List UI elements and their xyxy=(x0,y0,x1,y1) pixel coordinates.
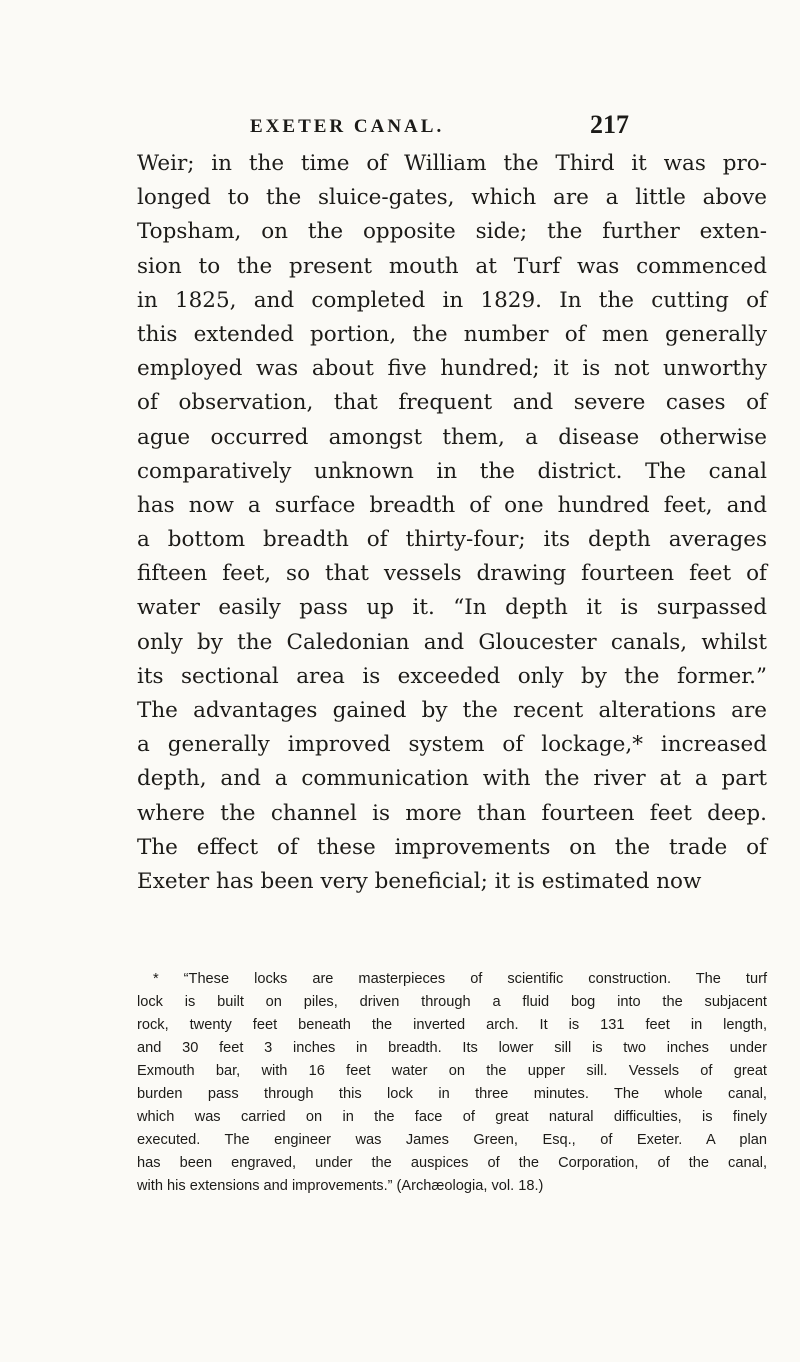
body-line: of observation, that frequent and severe cases of xyxy=(137,390,767,416)
body-line: longed to the sluice-gates, which are a little above xyxy=(137,185,767,211)
body-line: Exeter has been very beneficial; it is estimated now xyxy=(137,868,702,894)
body-line: this extended portion, the number of men generally xyxy=(137,321,767,347)
footnote-line: lock is built on piles, driven through a fluid bog into the subjacent xyxy=(137,994,767,1010)
body-line: in 1825, and completed in 1829. In the cutting of xyxy=(137,287,767,313)
body-line: a bottom breadth of thirty-four; its depth averages xyxy=(137,527,767,553)
body-line: depth, and a communication with the river at a part xyxy=(137,766,767,792)
body-line: where the channel is more than fourteen feet deep. xyxy=(137,800,767,826)
body-line: a generally improved system of lockage,* increased xyxy=(137,732,767,758)
running-title: EXETER CANAL. xyxy=(250,116,445,137)
body-line: only by the Caledonian and Gloucester canals, whilst xyxy=(137,629,767,655)
page-number: 217 xyxy=(590,110,629,139)
footnote-line: has been engraved, under the auspices of the Corporation, of the canal, xyxy=(137,1155,767,1171)
body-line: its sectional area is exceeded only by the former.” xyxy=(137,663,767,689)
footnote-line: rock, twenty feet beneath the inverted arch. It is 131 feet in length, xyxy=(137,1017,767,1033)
body-line: Topsham, on the opposite side; the further exten- xyxy=(137,219,767,245)
footnote-line: Exmouth bar, with 16 feet water on the upper sill. Vessels of great xyxy=(137,1063,767,1079)
body-line: sion to the present mouth at Turf was commenced xyxy=(137,253,767,279)
body-text xyxy=(137,147,767,899)
footnote-line: with his extensions and improvements.” (Archæologia, vol. 18.) xyxy=(137,1178,544,1194)
footnote-line: burden pass through this lock in three minutes. The whole canal, xyxy=(137,1086,767,1102)
body-line: The effect of these improvements on the trade of xyxy=(137,834,767,860)
footnote-line: * “These locks are masterpieces of scientific construction. The turf xyxy=(153,971,767,987)
body-line: ague occurred amongst them, a disease otherwise xyxy=(137,424,767,450)
body-line: Weir; in the time of William the Third it was pro- xyxy=(137,151,767,176)
body-line: comparatively unknown in the district. The canal xyxy=(137,458,767,484)
body-line: water easily pass up it. “In depth it is surpassed xyxy=(137,595,767,621)
body-line: The advantages gained by the recent alterations are xyxy=(137,698,767,723)
running-head xyxy=(0,108,800,148)
body-line: employed was about five hundred; it is not unworthy xyxy=(137,356,767,382)
footnote xyxy=(137,968,767,1198)
footnote-line: executed. The engineer was James Green, Esq., of Exeter. A plan xyxy=(137,1132,767,1148)
body-line: has now a surface breadth of one hundred feet, and xyxy=(137,492,767,518)
footnote-line: and 30 feet 3 inches in breadth. Its lower sill is two inches under xyxy=(137,1040,767,1056)
body-line: fifteen feet, so that vessels drawing fourteen feet of xyxy=(137,561,767,587)
footnote-line: which was carried on in the face of great natural difficulties, is finely xyxy=(137,1109,767,1125)
